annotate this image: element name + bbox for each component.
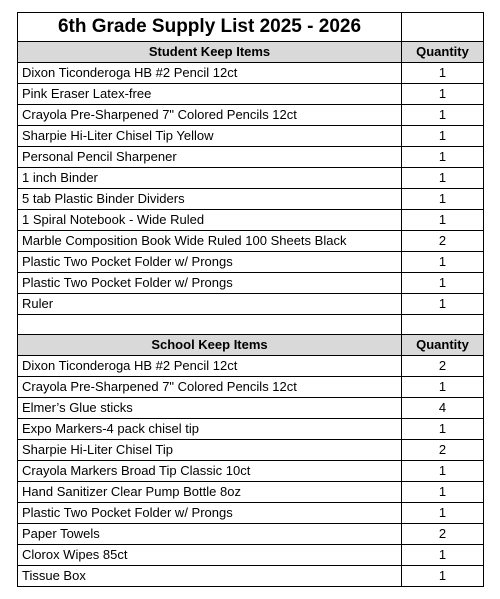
table-row [18, 545, 484, 566]
table-row [18, 168, 484, 189]
table-row [18, 503, 484, 524]
item-quantity: 2 [402, 524, 484, 545]
table-row [18, 566, 484, 587]
item-quantity: 2 [402, 356, 484, 377]
table-row [18, 273, 484, 294]
item-name: Personal Pencil Sharpener [18, 147, 402, 168]
table-row [18, 524, 484, 545]
title-blank-cell [402, 13, 484, 42]
table-row [18, 189, 484, 210]
item-name: Crayola Pre-Sharpened 7" Colored Pencils 12ct [18, 105, 402, 126]
table-row [18, 210, 484, 231]
supply-list-table [17, 12, 484, 587]
item-quantity: 1 [402, 105, 484, 126]
item-quantity: 1 [402, 294, 484, 315]
table-row [18, 461, 484, 482]
table-row [18, 105, 484, 126]
spacer-cell [402, 315, 484, 335]
table-row [18, 440, 484, 461]
item-name: Tissue Box [18, 566, 402, 587]
item-quantity: 1 [402, 482, 484, 503]
item-name: Dixon Ticonderoga HB #2 Pencil 12ct [18, 63, 402, 84]
item-quantity: 2 [402, 231, 484, 252]
item-quantity: 1 [402, 168, 484, 189]
spacer-row [18, 315, 484, 335]
item-name: Crayola Pre-Sharpened 7" Colored Pencils 12ct [18, 377, 402, 398]
item-name: Elmer’s Glue sticks [18, 398, 402, 419]
table-row [18, 231, 484, 252]
table-row [18, 398, 484, 419]
table-row [18, 147, 484, 168]
title-row [18, 13, 484, 42]
item-name: Ruler [18, 294, 402, 315]
item-name: Crayola Markers Broad Tip Classic 10ct [18, 461, 402, 482]
item-name: 1 inch Binder [18, 168, 402, 189]
item-name: 1 Spiral Notebook - Wide Ruled [18, 210, 402, 231]
item-quantity: 1 [402, 126, 484, 147]
item-quantity: 2 [402, 440, 484, 461]
item-name: Sharpie Hi-Liter Chisel Tip Yellow [18, 126, 402, 147]
table-row [18, 356, 484, 377]
table-row [18, 377, 484, 398]
table-row [18, 84, 484, 105]
item-quantity: 4 [402, 398, 484, 419]
section-header-row [18, 335, 484, 356]
item-quantity: 1 [402, 545, 484, 566]
item-quantity: 1 [402, 189, 484, 210]
item-name: Clorox Wipes 85ct [18, 545, 402, 566]
item-name: Dixon Ticonderoga HB #2 Pencil 12ct [18, 356, 402, 377]
item-quantity: 1 [402, 84, 484, 105]
item-quantity: 1 [402, 252, 484, 273]
item-quantity: 1 [402, 63, 484, 84]
quantity-heading: Quantity [402, 335, 484, 356]
table-row [18, 63, 484, 84]
item-quantity: 1 [402, 273, 484, 294]
item-name: Plastic Two Pocket Folder w/ Prongs [18, 503, 402, 524]
item-quantity: 1 [402, 147, 484, 168]
item-quantity: 1 [402, 566, 484, 587]
section-heading: School Keep Items [18, 335, 402, 356]
item-name: Marble Composition Book Wide Ruled 100 Sheets Black [18, 231, 402, 252]
item-quantity: 1 [402, 503, 484, 524]
quantity-heading: Quantity [402, 42, 484, 63]
item-name: Paper Towels [18, 524, 402, 545]
table-row [18, 419, 484, 440]
page-title: 6th Grade Supply List 2025 - 2026 [18, 13, 402, 42]
table-row [18, 482, 484, 503]
item-quantity: 1 [402, 210, 484, 231]
section-heading: Student Keep Items [18, 42, 402, 63]
item-name: Expo Markers-4 pack chisel tip [18, 419, 402, 440]
item-name: Pink Eraser Latex-free [18, 84, 402, 105]
item-quantity: 1 [402, 419, 484, 440]
table-row [18, 294, 484, 315]
table-row [18, 126, 484, 147]
item-name: 5 tab Plastic Binder Dividers [18, 189, 402, 210]
item-quantity: 1 [402, 461, 484, 482]
item-name: Plastic Two Pocket Folder w/ Prongs [18, 252, 402, 273]
spacer-cell [18, 315, 402, 335]
item-name: Sharpie Hi-Liter Chisel Tip [18, 440, 402, 461]
item-name: Hand Sanitizer Clear Pump Bottle 8oz [18, 482, 402, 503]
section-header-row [18, 42, 484, 63]
table-row [18, 252, 484, 273]
item-name: Plastic Two Pocket Folder w/ Prongs [18, 273, 402, 294]
item-quantity: 1 [402, 377, 484, 398]
